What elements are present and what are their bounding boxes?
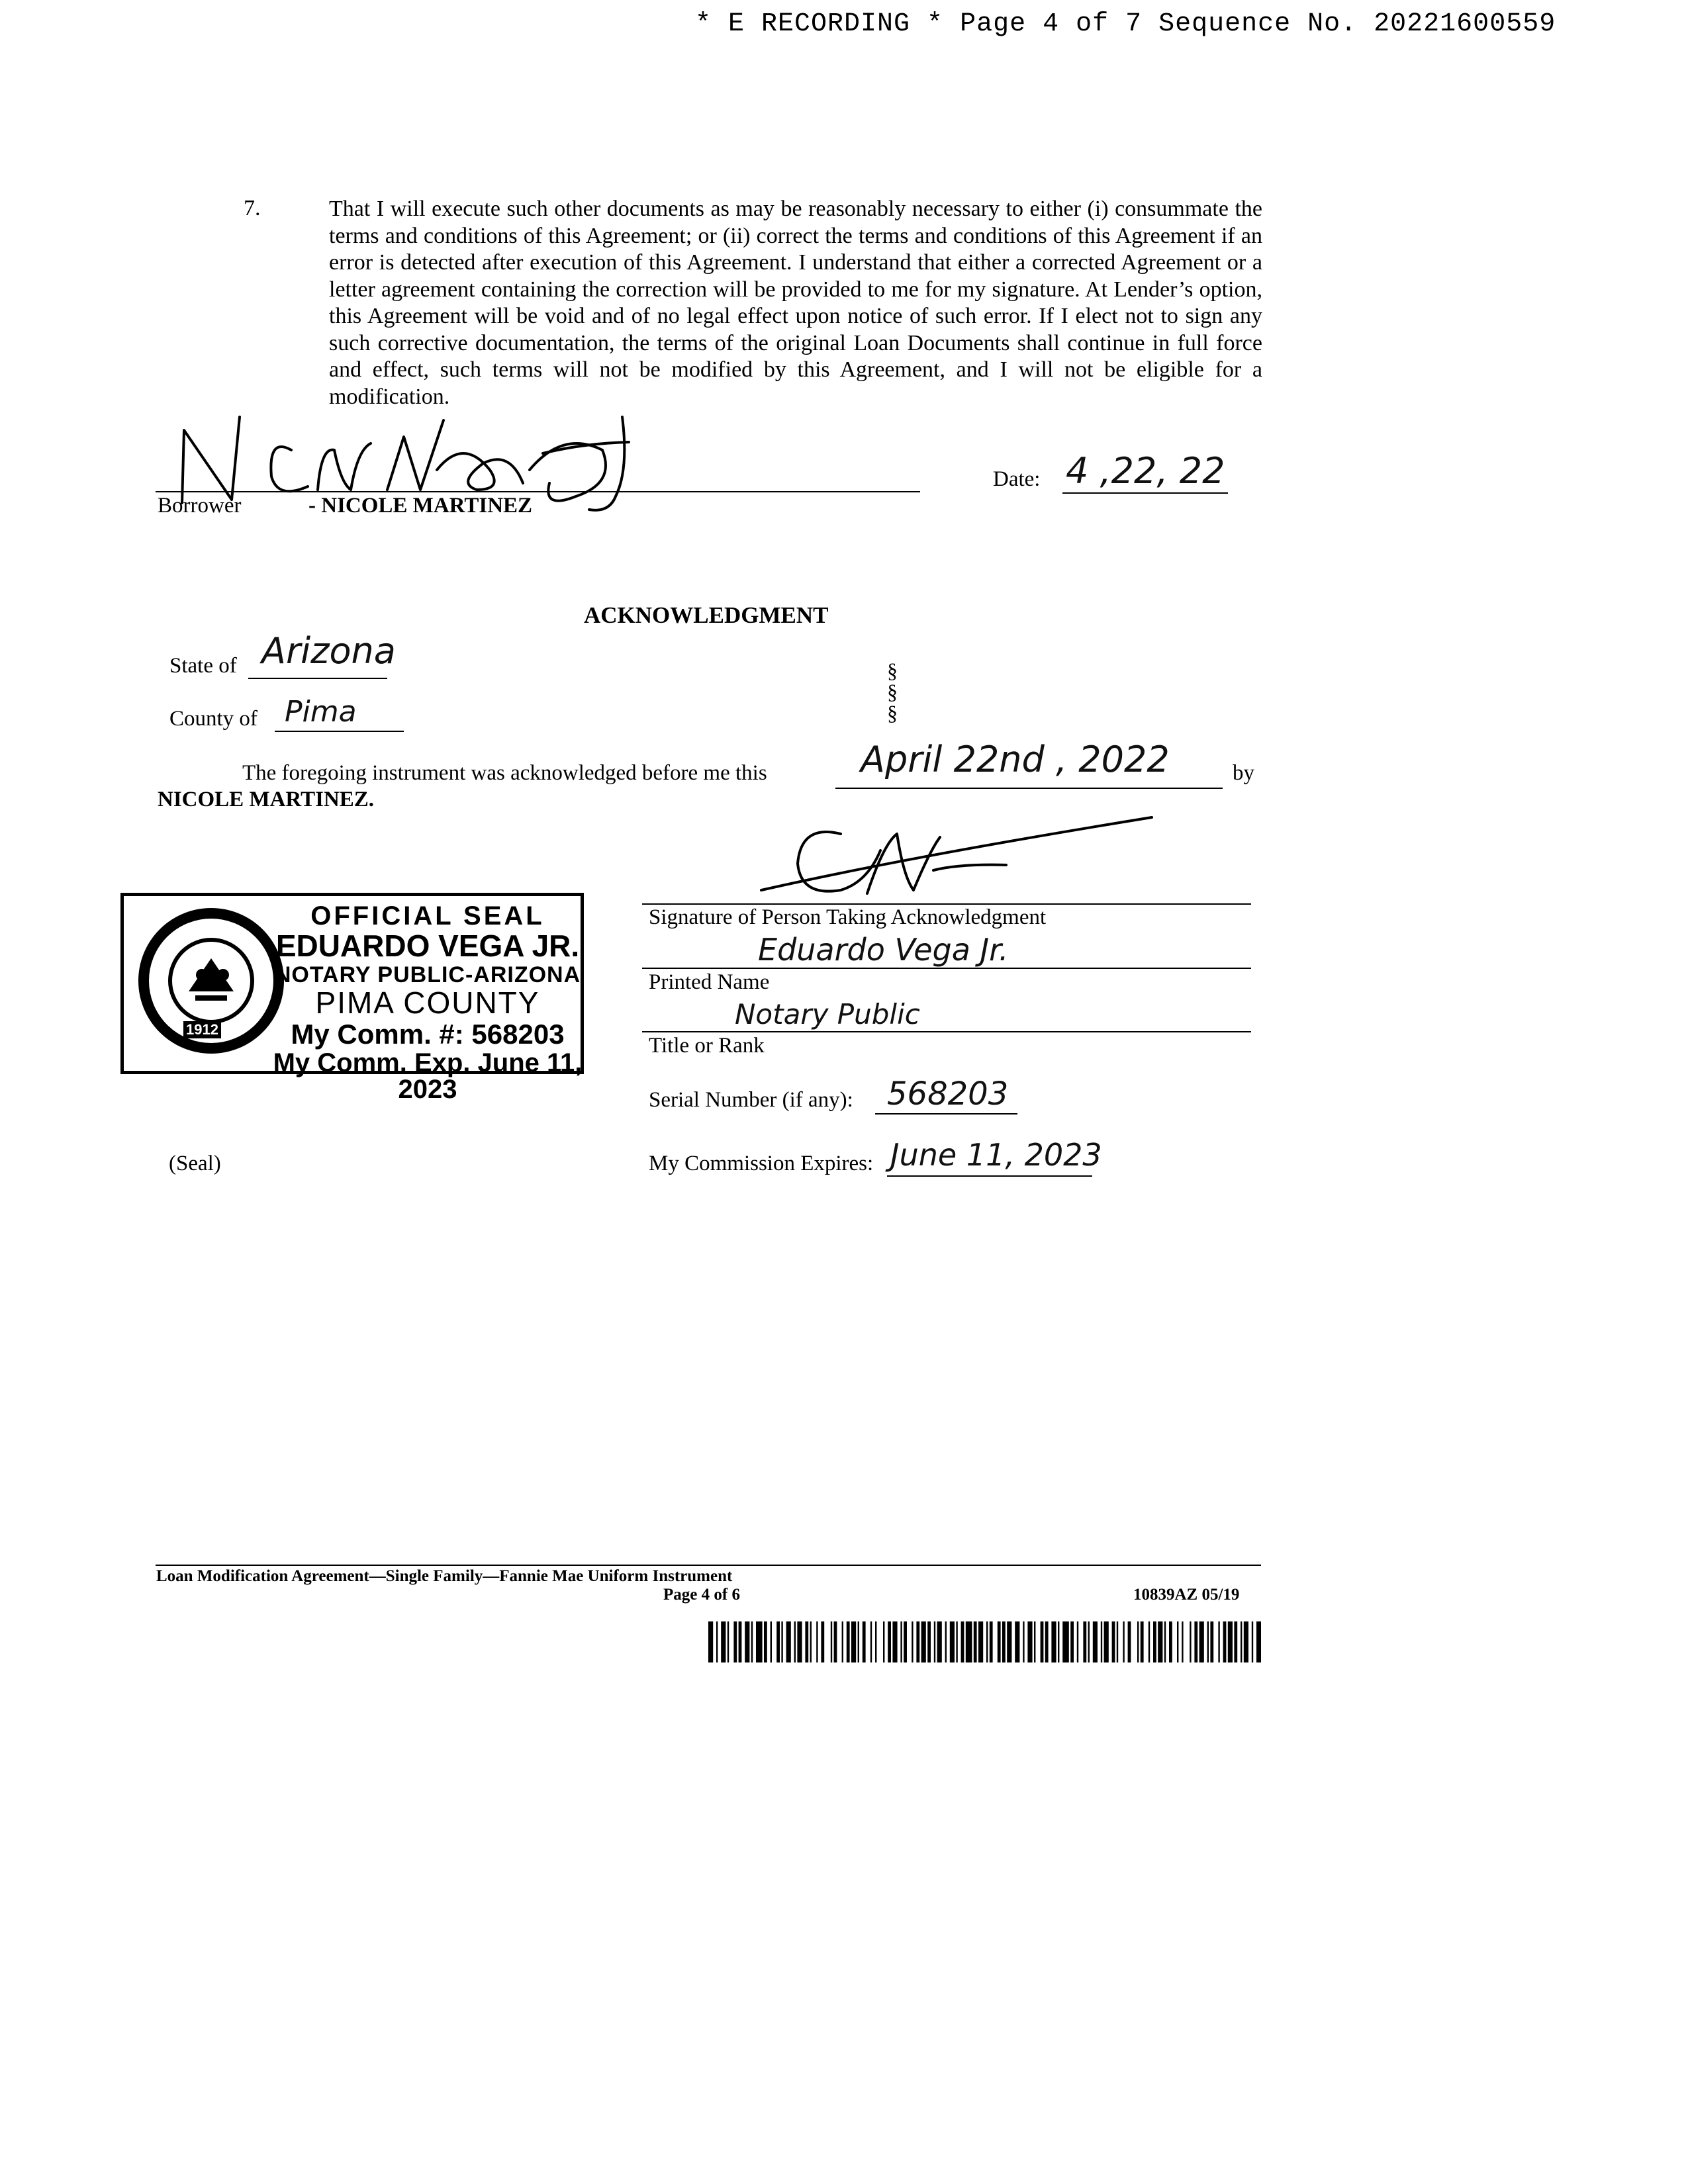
recording-header: * E RECORDING * Page 4 of 7 Sequence No. 20221600559 — [695, 9, 1556, 39]
barcode-bar — [1023, 1621, 1024, 1662]
barcode-bar — [937, 1621, 942, 1662]
barcode-bar — [1164, 1621, 1166, 1662]
printed-name-label: Printed Name — [649, 970, 770, 994]
barcode-bar — [794, 1621, 796, 1662]
barcode-bar — [1041, 1621, 1044, 1662]
barcode-bar — [978, 1621, 983, 1662]
barcode-bar — [1007, 1621, 1011, 1662]
barcode-bar — [781, 1621, 782, 1662]
date-label: Date: — [993, 467, 1041, 491]
commission-label: My Commission Expires: — [649, 1152, 874, 1175]
seal-line-6: My Comm. Exp. June 11, 2023 — [273, 1048, 583, 1104]
barcode-bar — [875, 1621, 876, 1662]
county-line — [275, 731, 404, 732]
date-value: 4 ,22, 22 — [1066, 450, 1225, 492]
barcode-bar — [797, 1621, 802, 1662]
barcode-bar — [956, 1621, 957, 1662]
barcode-bar — [786, 1621, 791, 1662]
barcode-bar — [1228, 1621, 1233, 1662]
barcode-bar — [863, 1621, 866, 1662]
date-line — [1062, 492, 1228, 494]
serial-line — [875, 1113, 1017, 1115]
barcode-bar — [821, 1621, 824, 1662]
barcode-bar — [810, 1621, 812, 1662]
barcode-bar — [986, 1621, 988, 1662]
barcode-bar — [921, 1621, 926, 1662]
seal-line-3: NOTARY PUBLIC-ARIZONA — [274, 962, 581, 987]
barcode-bar — [1153, 1621, 1156, 1662]
by-word: by — [1233, 761, 1254, 785]
barcode-bar — [1252, 1621, 1253, 1662]
barcode-bar — [1117, 1621, 1118, 1662]
barcode-bar — [1077, 1621, 1078, 1662]
barcode-bar — [842, 1621, 843, 1662]
seal-label: (Seal) — [169, 1152, 221, 1175]
barcode-bar — [916, 1621, 919, 1662]
barcode-bar — [733, 1621, 737, 1662]
barcode-bar — [1045, 1621, 1049, 1662]
commission-line — [887, 1175, 1092, 1177]
item-number: 7. — [244, 196, 261, 220]
barcode-bar — [756, 1621, 763, 1662]
borrower-signature-line — [156, 491, 920, 492]
barcode-bar — [945, 1621, 947, 1662]
barcode-bar — [1104, 1621, 1109, 1662]
footer-page-number: Page 4 of 6 — [663, 1586, 740, 1604]
barcode-bar — [1207, 1621, 1209, 1662]
barcode-bar — [1241, 1621, 1242, 1662]
barcode-bar — [805, 1621, 808, 1662]
county-value: Pima — [285, 695, 357, 729]
barcode-bar — [934, 1621, 935, 1662]
item-paragraph: That I will execute such other documents as may be reasonably necessary to either (i) consummate the terms and conditions of this Agreement; or (ii) correct the terms and conditions of this Agreement if an error is detected after execution of this Agreement. I understand that either a corrected Agreement or a letter agreement containing the correction will be provided to me for my signature. At Lender’s option, this Agreement will be void and of no legal effect upon notice of such error. If I elect not to sign any such corrective documentation, the terms of the original Loan Documents shall continue in full force and effect, such terms will not be modified by this Agreement, and I will not be eligible for a modification. — [329, 197, 1262, 409]
county-label: County of — [169, 707, 258, 731]
barcode-bar — [1177, 1621, 1178, 1662]
barcode-bar — [1210, 1621, 1213, 1662]
instrument-date: April 22nd , 2022 — [861, 739, 1170, 780]
barcode-bar — [1101, 1621, 1102, 1662]
barcode-bar — [708, 1621, 713, 1662]
footer-form-code: 10839AZ 05/19 — [1133, 1586, 1240, 1604]
arizona-seal-emblem — [138, 908, 284, 1054]
barcode-bar — [1123, 1621, 1124, 1662]
barcode-bar — [716, 1621, 718, 1662]
barcode-bar — [847, 1621, 850, 1662]
barcode-bar — [1088, 1621, 1090, 1662]
barcode-bar — [1234, 1621, 1237, 1662]
barcode-bar — [1015, 1621, 1019, 1662]
footer-form-title: Loan Modification Agreement—Single Family—Fannie Mae Uniform Instrument — [156, 1567, 733, 1585]
seal-line-2: EDUARDO VEGA JR. — [275, 929, 580, 963]
barcode-bar — [888, 1621, 891, 1662]
seal-line-1: OFFICIAL SEAL — [310, 901, 545, 931]
barcode-bar — [927, 1621, 931, 1662]
barcode-bar — [1141, 1621, 1144, 1662]
barcode-bar — [1083, 1621, 1086, 1662]
state-line — [248, 678, 387, 679]
barcode-bar — [1034, 1621, 1035, 1662]
seal-year: 1912 — [183, 1021, 221, 1038]
barcode-bar — [739, 1621, 742, 1662]
state-value: Arizona — [261, 630, 396, 672]
barcode-bar — [883, 1621, 884, 1662]
barcode-bar — [764, 1621, 767, 1662]
barcode-bar — [1002, 1621, 1006, 1662]
barcode-bar — [727, 1621, 729, 1662]
state-label: State of — [169, 654, 237, 678]
barcode-bar — [1051, 1621, 1056, 1662]
barcode-bar — [831, 1621, 832, 1662]
barcode-bar — [900, 1621, 902, 1662]
instrument-date-line — [835, 788, 1223, 789]
barcode-bar — [974, 1621, 977, 1662]
barcode-bar — [751, 1621, 753, 1662]
notary-seal-stamp — [120, 893, 584, 1104]
signature-label: Signature of Person Taking Acknowledgment — [649, 905, 1047, 929]
barcode-bar — [1027, 1621, 1032, 1662]
barcode-bar — [1058, 1621, 1059, 1662]
barcode-bar — [834, 1621, 837, 1662]
title-label: Title or Rank — [649, 1034, 765, 1058]
serial-value: 568203 — [887, 1075, 1009, 1113]
borrower-label: Borrower — [158, 494, 242, 518]
barcode-bar — [776, 1621, 780, 1662]
barcode-bar — [721, 1621, 726, 1662]
barcode-bar — [950, 1621, 955, 1662]
barcode-bar — [851, 1621, 856, 1662]
signer-name: NICOLE MARTINEZ. — [158, 788, 375, 811]
serial-label: Serial Number (if any): — [649, 1088, 853, 1112]
borrower-name: - NICOLE MARTINEZ — [308, 494, 533, 518]
barcode-bar — [998, 1621, 1001, 1662]
acknowledgment-title: ACKNOWLEDGMENT — [584, 602, 829, 628]
barcode-bar — [1190, 1621, 1191, 1662]
section-mark: § — [887, 659, 898, 682]
barcode-bar — [1244, 1621, 1248, 1662]
section-mark: § — [887, 680, 898, 704]
title-line — [642, 1031, 1251, 1032]
barcode-bar — [1256, 1621, 1261, 1662]
barcode-bar — [904, 1621, 907, 1662]
instrument-text: The foregoing instrument was acknowledged before me this — [242, 761, 767, 785]
barcode-bar — [1070, 1621, 1074, 1662]
barcode-bar — [1218, 1621, 1219, 1662]
barcode-bar — [1112, 1621, 1115, 1662]
barcode-bar — [912, 1621, 913, 1662]
barcode-bar — [1062, 1621, 1069, 1662]
commission-value: June 11, 2023 — [890, 1137, 1102, 1173]
barcode-bar — [1223, 1621, 1227, 1662]
seal-line-4: PIMA COUNTY — [315, 985, 540, 1020]
barcode-bar — [1149, 1621, 1150, 1662]
notary-signature-line — [642, 903, 1251, 905]
seal-line-5: My Comm. #: 568203 — [291, 1019, 565, 1050]
barcode-bar — [966, 1621, 972, 1662]
barcode-bar — [1158, 1621, 1162, 1662]
barcode-bar — [771, 1621, 772, 1662]
barcode-bar — [858, 1621, 859, 1662]
barcode-bar — [1169, 1621, 1172, 1662]
printed-name-line — [642, 968, 1251, 969]
barcode-bar — [1194, 1621, 1197, 1662]
barcode-bar — [870, 1621, 872, 1662]
barcode-bar — [1182, 1621, 1183, 1662]
barcode-bar — [892, 1621, 897, 1662]
barcode-bar — [816, 1621, 818, 1662]
printed-name-value: Eduardo Vega Jr. — [758, 932, 1009, 968]
barcode-bar — [1128, 1621, 1131, 1662]
footer-rule — [156, 1565, 1261, 1566]
barcode-bar — [1093, 1621, 1098, 1662]
notary-signature — [741, 804, 1172, 903]
barcode-bar — [745, 1621, 749, 1662]
title-value: Notary Public — [735, 998, 920, 1030]
barcode — [708, 1621, 1261, 1662]
barcode-bar — [990, 1621, 993, 1662]
section-mark: § — [887, 701, 898, 725]
barcode-bar — [961, 1621, 964, 1662]
barcode-bar — [1137, 1621, 1139, 1662]
seal-text — [273, 901, 583, 1103]
barcode-bar — [1199, 1621, 1204, 1662]
